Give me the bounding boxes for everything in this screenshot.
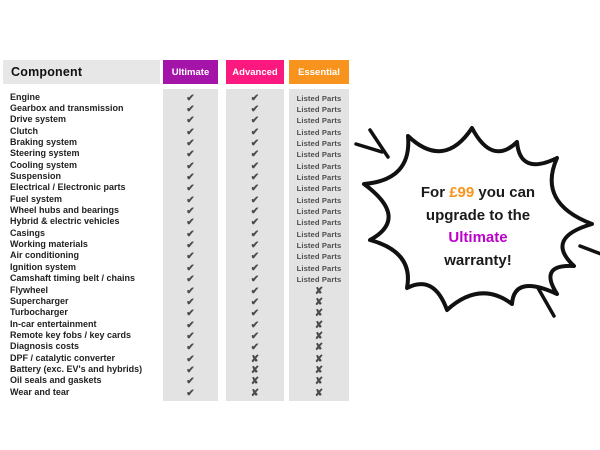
check-icon: ✔ bbox=[250, 342, 260, 354]
check-icon: ✔ bbox=[250, 262, 260, 274]
component-name: Fuel system bbox=[10, 193, 63, 204]
component-name: Flywheel bbox=[10, 284, 49, 295]
check-icon: ✔ bbox=[250, 296, 260, 308]
component-name: Clutch bbox=[10, 125, 38, 136]
check-icon: ✔ bbox=[186, 387, 195, 399]
component-name: Remote key fobs / key cards bbox=[10, 329, 132, 340]
component-name: Casings bbox=[10, 227, 46, 238]
component-name: Supercharger bbox=[10, 295, 69, 306]
component-name: Wheel hubs and bearings bbox=[10, 205, 120, 216]
check-icon: ✔ bbox=[186, 194, 195, 206]
check-icon: ✔ bbox=[186, 126, 195, 138]
component-name: Ignition system bbox=[10, 261, 77, 272]
check-icon: ✔ bbox=[250, 194, 260, 206]
listed-parts-label: Listed Parts bbox=[296, 195, 342, 205]
component-name: Engine bbox=[10, 91, 41, 102]
listed-parts-label: Listed Parts bbox=[296, 116, 342, 126]
column-header-ultimate: Ultimate bbox=[163, 60, 218, 84]
check-icon: ✔ bbox=[186, 262, 195, 274]
listed-parts-label: Listed Parts bbox=[296, 263, 342, 273]
check-icon: ✔ bbox=[186, 160, 195, 172]
listed-parts-label: Listed Parts bbox=[296, 184, 342, 194]
check-icon: ✔ bbox=[250, 160, 260, 172]
check-icon: ✔ bbox=[250, 330, 260, 342]
column-header-advanced: Advanced bbox=[226, 60, 284, 84]
listed-parts-label: Listed Parts bbox=[296, 207, 342, 217]
check-icon: ✔ bbox=[250, 149, 260, 161]
component-name: Braking system bbox=[10, 137, 78, 148]
check-icon: ✔ bbox=[250, 240, 260, 252]
listed-parts-label: Listed Parts bbox=[296, 229, 342, 239]
check-icon: ✔ bbox=[186, 115, 195, 127]
listed-parts-label: Listed Parts bbox=[296, 252, 342, 262]
listed-parts-label: Listed Parts bbox=[296, 93, 342, 103]
component-name: Wear and tear bbox=[10, 386, 70, 397]
check-icon: ✔ bbox=[186, 138, 195, 150]
cross-icon: ✘ bbox=[314, 353, 324, 365]
check-icon: ✔ bbox=[186, 353, 195, 365]
component-name: Electrical / Electronic parts bbox=[10, 182, 126, 193]
check-icon: ✔ bbox=[186, 228, 195, 240]
check-icon: ✔ bbox=[186, 183, 195, 195]
cross-icon: ✘ bbox=[314, 364, 324, 376]
listed-parts-label: Listed Parts bbox=[296, 218, 342, 228]
check-icon: ✔ bbox=[250, 138, 260, 150]
check-icon: ✔ bbox=[186, 296, 195, 308]
component-column-header: Component bbox=[3, 60, 160, 84]
component-name: Camshaft timing belt / chains bbox=[10, 273, 136, 284]
check-icon: ✔ bbox=[250, 104, 260, 116]
check-icon: ✔ bbox=[250, 228, 260, 240]
component-name: Gearbox and transmission bbox=[10, 103, 124, 114]
check-icon: ✔ bbox=[186, 104, 195, 116]
check-icon: ✔ bbox=[186, 149, 195, 161]
promo-line1-suffix: you can bbox=[474, 184, 536, 201]
cross-icon: ✘ bbox=[314, 342, 324, 354]
check-icon: ✔ bbox=[186, 92, 195, 104]
cross-icon: ✘ bbox=[314, 296, 324, 308]
promo-line-4: warranty! bbox=[444, 251, 512, 269]
check-icon: ✔ bbox=[186, 274, 195, 286]
check-icon: ✔ bbox=[250, 183, 260, 195]
listed-parts-label: Listed Parts bbox=[296, 161, 342, 171]
cross-icon: ✘ bbox=[314, 308, 324, 320]
component-name: Working materials bbox=[10, 239, 88, 250]
cross-icon: ✘ bbox=[314, 376, 324, 388]
cross-icon: ✘ bbox=[250, 387, 260, 399]
listed-parts-label: Listed Parts bbox=[296, 275, 342, 285]
listed-parts-label: Listed Parts bbox=[296, 173, 342, 183]
component-name: Air conditioning bbox=[10, 250, 79, 261]
check-icon: ✔ bbox=[186, 364, 195, 376]
component-name: Suspension bbox=[10, 171, 62, 182]
check-icon: ✔ bbox=[186, 342, 195, 354]
check-icon: ✔ bbox=[250, 251, 260, 263]
component-name: Drive system bbox=[10, 114, 67, 125]
check-icon: ✔ bbox=[186, 376, 195, 388]
promo-line-2: upgrade to the bbox=[425, 206, 531, 224]
listed-parts-label: Listed Parts bbox=[296, 105, 342, 115]
column-header-essential: Essential bbox=[289, 60, 349, 84]
listed-parts-label: Listed Parts bbox=[296, 150, 342, 160]
check-icon: ✔ bbox=[186, 319, 195, 331]
cross-icon: ✘ bbox=[314, 285, 324, 297]
check-icon: ✔ bbox=[250, 274, 260, 286]
check-icon: ✔ bbox=[186, 285, 195, 297]
component-name: Steering system bbox=[10, 148, 80, 159]
check-icon: ✔ bbox=[186, 240, 195, 252]
check-icon: ✔ bbox=[250, 308, 260, 320]
component-name: Diagnosis costs bbox=[10, 341, 80, 352]
bubble-brand: Ultimate bbox=[448, 229, 508, 246]
check-icon: ✔ bbox=[250, 172, 260, 184]
listed-parts-label: Listed Parts bbox=[296, 139, 342, 149]
table-row bbox=[3, 386, 349, 397]
check-icon: ✔ bbox=[186, 308, 195, 320]
check-icon: ✔ bbox=[250, 126, 260, 138]
cross-icon: ✘ bbox=[250, 376, 260, 388]
component-name: DPF / catalytic converter bbox=[10, 352, 116, 363]
check-icon: ✔ bbox=[186, 206, 195, 218]
cross-icon: ✘ bbox=[314, 330, 324, 342]
cross-icon: ✘ bbox=[314, 319, 324, 331]
promo-text bbox=[352, 182, 600, 272]
promo-line1-prefix: For bbox=[420, 184, 450, 201]
component-name: Turbocharger bbox=[10, 307, 68, 318]
cross-icon: ✘ bbox=[250, 364, 260, 376]
check-icon: ✔ bbox=[186, 251, 195, 263]
listed-parts-label: Listed Parts bbox=[296, 127, 342, 137]
bubble-price: £99 bbox=[449, 184, 475, 201]
component-name: Hybrid & electric vehicles bbox=[10, 216, 120, 227]
promo-starburst bbox=[352, 118, 600, 328]
component-name: In-car entertainment bbox=[10, 318, 97, 329]
component-name: Battery (exc. EV's and hybrids) bbox=[10, 363, 143, 374]
listed-parts-label: Listed Parts bbox=[296, 241, 342, 251]
comparison-table bbox=[3, 91, 349, 397]
component-name: Cooling system bbox=[10, 159, 78, 170]
cross-icon: ✘ bbox=[250, 353, 260, 365]
check-icon: ✔ bbox=[250, 206, 260, 218]
check-icon: ✔ bbox=[250, 217, 260, 229]
promo-line-1 bbox=[352, 182, 600, 205]
check-icon: ✔ bbox=[186, 172, 195, 184]
component-name: Oil seals and gaskets bbox=[10, 375, 102, 386]
check-icon: ✔ bbox=[250, 92, 260, 104]
check-icon: ✔ bbox=[250, 115, 260, 127]
check-icon: ✔ bbox=[250, 319, 260, 331]
check-icon: ✔ bbox=[186, 217, 195, 229]
check-icon: ✔ bbox=[250, 285, 260, 297]
check-icon: ✔ bbox=[186, 330, 195, 342]
cross-icon: ✘ bbox=[314, 387, 324, 399]
